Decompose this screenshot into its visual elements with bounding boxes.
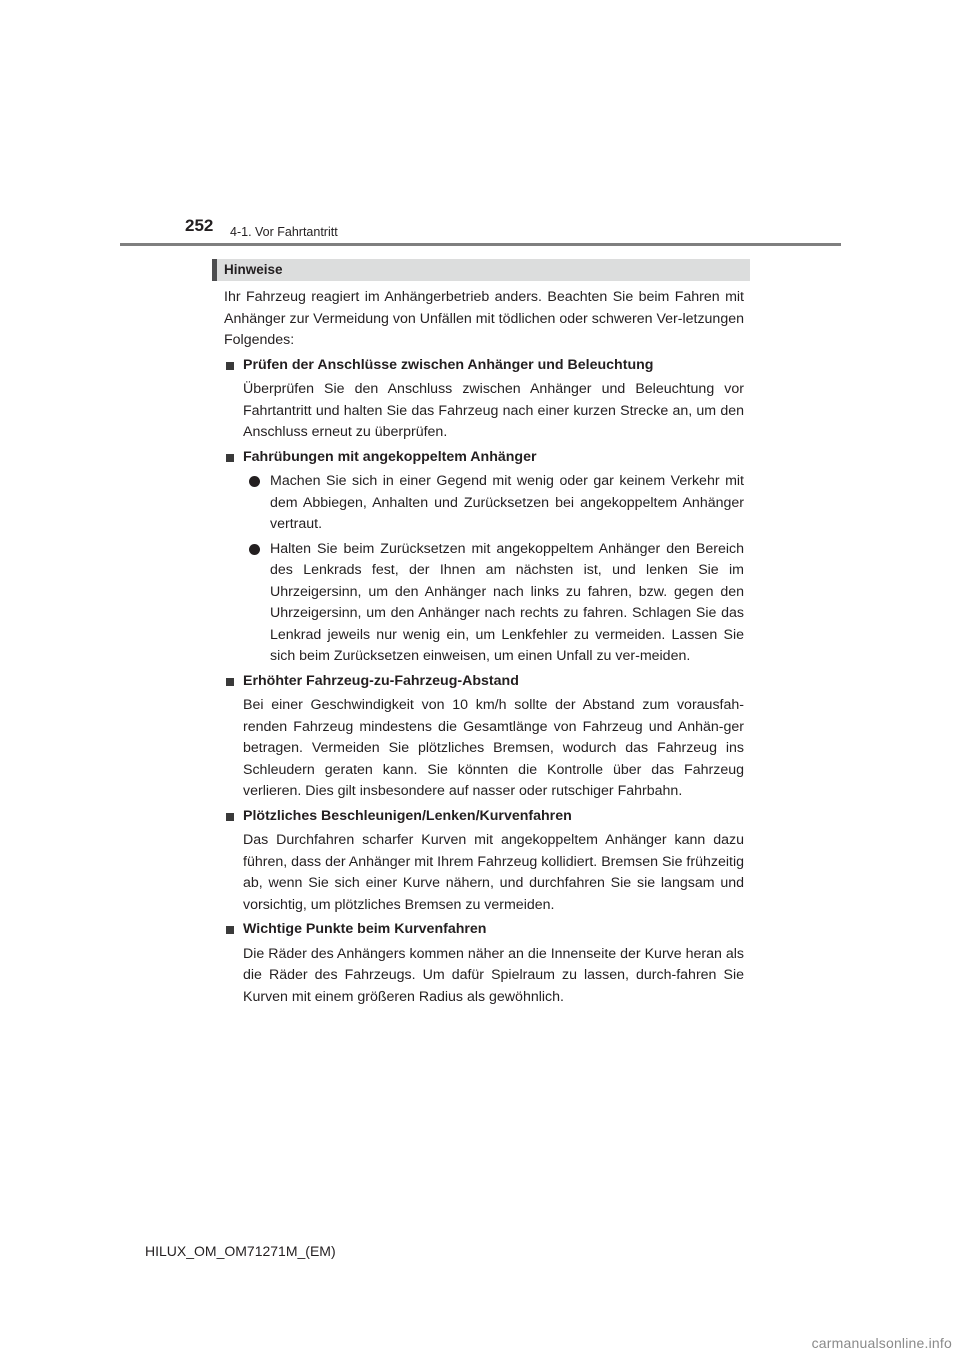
item-text: Die Räder des Anhängers kommen näher an die Innenseite der Kurve heran als die Räder des Fahrzeugs. Um dafür Spielraum zu lassen, durch-fahren Sie Kurven mit einem größeren Radius als gewöhnlich.: [243, 945, 744, 1005]
notice-item: [224, 355, 744, 444]
item-text: Überprüfen Sie den Anschluss zwischen Anhänger und Beleuchtung vor Fahrtantritt und halten Sie das Fahrzeug nach einer kurzen Strecke an, um den Anschluss erneut zu überprüfen.: [243, 381, 744, 440]
page-number: 252: [185, 216, 214, 235]
square-bullet-icon: [226, 454, 234, 462]
item-heading: Plötzliches Beschleunigen/Lenken/Kurvenfahren: [224, 806, 744, 828]
item-heading: Erhöhter Fahrzeug-zu-Fahrzeug-Abstand: [224, 671, 744, 693]
item-heading: Prüfen der Anschlüsse zwischen Anhänger und Beleuchtung: [224, 355, 744, 377]
item-bullet: Machen Sie sich in einer Gegend mit wenig oder gar keinem Verkehr mit dem Abbiegen, Anhalten und Zurücksetzen bei angekoppeltem Anhänger vertraut.: [224, 471, 744, 536]
notice-title: Hinweise: [224, 262, 283, 277]
notice-intro: Ihr Fahrzeug reagiert im Anhängerbetrieb anders. Beachten Sie beim Fahren mit Anhänger zur Vermeidung von Unfällen mit tödlichen oder schweren Ver-letzungen Folgendes:: [224, 289, 744, 348]
item-text: Bei einer Geschwindigkeit von 10 km/h sollte der Abstand zum vorausfah-renden Fahrzeug mindestens die Gesamtlänge von Fahrzeug und Anhän-ger betragen. Vermeiden Sie plötzliches Bremsen, wodurch das Fahrzeug ins Schleudern geraten kann. Sie könnten die Kontrolle über das Fahrzeug verlieren. Dies gilt insbesondere auf nasser oder rutschiger Fahrbahn.: [243, 697, 744, 799]
square-bullet-icon: [226, 362, 234, 370]
item-heading: Wichtige Punkte beim Kurvenfahren: [224, 919, 744, 941]
watermark: carmanualsonline.info: [811, 1335, 952, 1351]
section-title: 4-1. Vor Fahrtantritt: [230, 225, 338, 239]
square-bullet-icon: [226, 926, 234, 934]
footer-doc-code: HILUX_OM_OM71271M_(EM): [145, 1243, 336, 1259]
item-bullet: Halten Sie beim Zurücksetzen mit angekoppeltem Anhänger den Bereich des Lenkrads fest, der Ihnen am nächsten ist, und lenken Sie im Uhrzeigersinn, um den Anhänger nach links zu fahren, bzw. gegen den Uhrzeigersinn, um den Anhänger nach rechts zu fahren. Schlagen Sie das Lenkrad jeweils nur wenig ein, um Lenkfehler zu vermeiden. Lassen Sie sich beim Zurücksetzen einweisen, um einen Unfall zu ver-meiden.: [224, 539, 744, 668]
square-bullet-icon: [226, 813, 234, 821]
notice-item: [224, 447, 744, 668]
notice-item: [224, 671, 744, 803]
round-bullet-icon: [249, 476, 260, 487]
notice-item: [224, 919, 744, 1008]
notice-item: [224, 806, 744, 917]
notice-body: [224, 287, 744, 1008]
notice-title-bar: [212, 259, 750, 281]
round-bullet-icon: [249, 544, 260, 555]
square-bullet-icon: [226, 678, 234, 686]
notice-title-marker: [212, 259, 217, 281]
item-text: Das Durchfahren scharfer Kurven mit angekoppeltem Anhänger kann dazu führen, dass der Anhänger mit Ihrem Fahrzeug kollidiert. Bremsen Sie frühzeitig ab, wenn Sie sich einer Kurve nähern, und durchfahren Sie sie langsam und vorsichtig, um plötzliches Bremsen zu vermeiden.: [243, 832, 744, 913]
header-divider: [120, 243, 841, 246]
item-heading: Fahrübungen mit angekoppeltem Anhänger: [224, 447, 744, 469]
